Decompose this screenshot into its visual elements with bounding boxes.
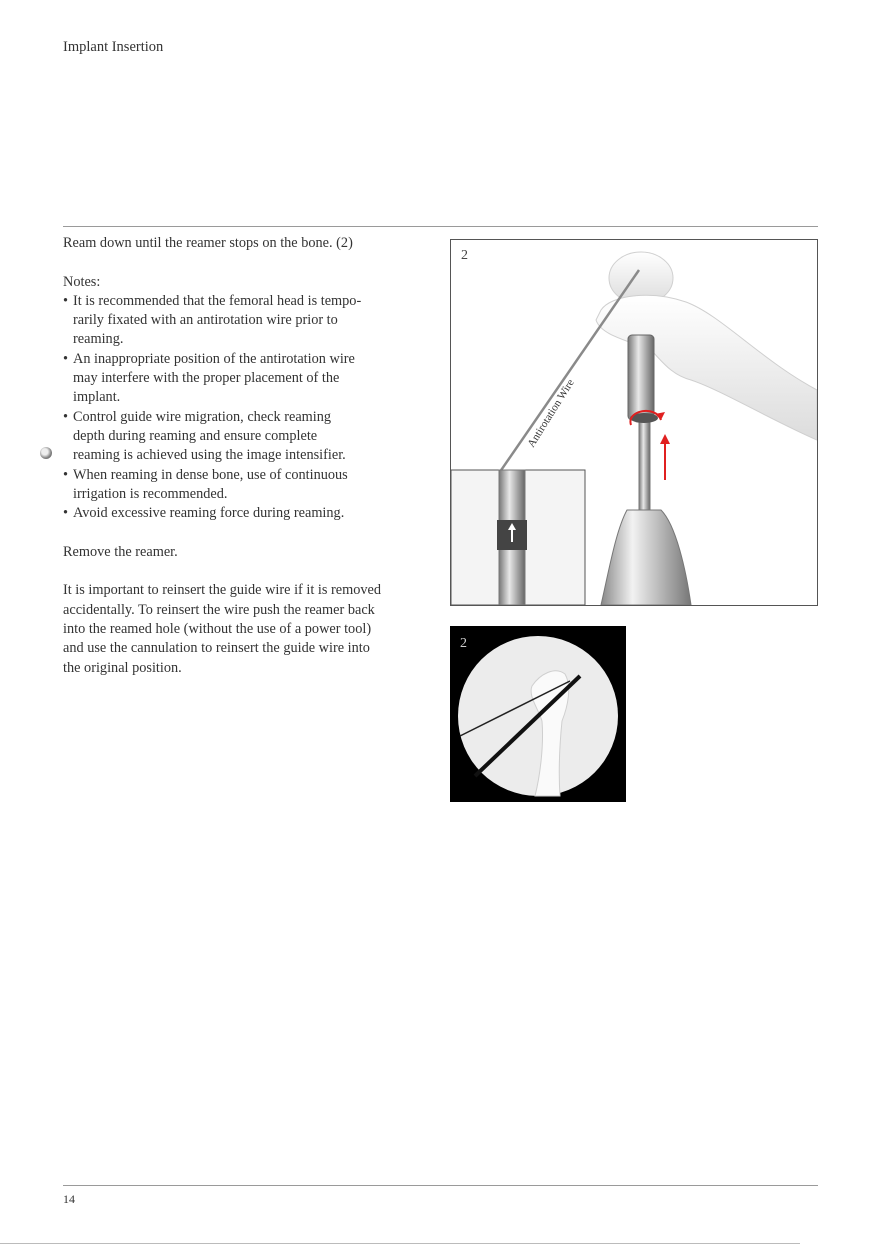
power-tool (601, 510, 691, 605)
page-header-title: Implant Insertion (63, 39, 164, 55)
list-item: • Avoid excessive reaming force during reaming. (63, 504, 423, 523)
list-item: • An inappropriate position of the antirotation wire may interfere with the proper placement of the implant. (63, 350, 355, 406)
bullet-icon: • (63, 505, 69, 522)
intro-text: Ream down until the reamer stops on the bone. (2) (63, 235, 353, 251)
top-divider (63, 226, 818, 227)
margin-marker-icon (40, 447, 52, 459)
bullet-icon: • (63, 350, 69, 367)
notes-label: Notes: (63, 273, 101, 290)
instructions-column (63, 234, 423, 678)
figure-number: 2 (460, 636, 467, 651)
list-item: • Control guide wire migration, check reaming depth during reaming and ensure complete reaming is achieved using the image intensifier. (63, 408, 346, 464)
remove-reamer-text: Remove the reamer. (63, 543, 178, 560)
bullet-icon: • (63, 292, 69, 309)
bottom-divider (63, 1185, 818, 1186)
page-edge-line (0, 1243, 800, 1244)
reamer-shaft (639, 420, 650, 520)
notes-list (63, 292, 423, 524)
reamer-tip (628, 335, 654, 420)
list-item: • When reaming in dense bone, use of continuous irrigation is recommended. (63, 466, 348, 502)
xray-figure (450, 626, 626, 802)
figure-number: 2 (461, 248, 468, 263)
reaming-illustration (451, 240, 817, 605)
antirotation-wire-label: Antirotation Wire (525, 377, 577, 450)
list-item: • It is recommended that the femoral head is tempo- rarily fixated with an antirotation wire prior to reaming. (63, 292, 362, 348)
page-number: 14 (63, 1192, 75, 1206)
xray-illustration (450, 626, 626, 802)
reaming-figure (450, 239, 818, 606)
bullet-icon: • (63, 408, 69, 425)
reinsert-paragraph: It is important to reinsert the guide wire if it is removed accidentally. To reinsert the wire push the reamer back into the reamed hole (without the use of a power tool) and use the cannulation to reinsert the guide wire into the original position. (63, 582, 382, 676)
bullet-icon: • (63, 466, 69, 483)
